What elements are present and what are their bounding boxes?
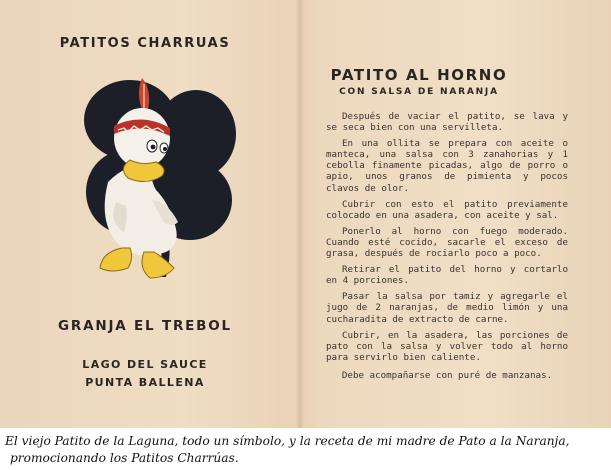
brand-title: PATITOS CHARRUAS bbox=[59, 36, 231, 51]
recipe-step: Retirar el patito del horno y cortarlo en 4 porciones. bbox=[326, 264, 568, 287]
left-page bbox=[0, 0, 300, 428]
recipe-step: Debe acompañarse con puré de manzanas. bbox=[341, 369, 553, 381]
page-fold bbox=[296, 0, 304, 428]
recipe-step: Ponerlo al horno con fuego moderado. Cuando esté cocido, sacarle el exceso de grasa, después de rociarlo poco a poco. bbox=[326, 225, 568, 260]
recipe-step: En una ollita se prepara con aceite o manteca, una salsa con 3 zanahorias y 1 cebolla finamente picadas, algo de porro o apio, unos granos de pimienta y pocos clavos de olor. bbox=[326, 138, 568, 194]
duck-beak bbox=[123, 160, 164, 182]
recipe-subtitle: CON SALSA DE NARANJA bbox=[339, 87, 499, 97]
recipe-title: PATITO AL HORNO bbox=[330, 66, 508, 84]
location-line-2: PUNTA BALLENA bbox=[85, 376, 205, 389]
photo-caption bbox=[5, 433, 605, 467]
farm-name: GRANJA EL TREBOL bbox=[58, 318, 232, 334]
location-line-1: LAGO DEL SAUCE bbox=[82, 358, 208, 371]
recipe-step: Pasar la salsa por tamiz y agregarle el jugo de 2 naranjas, de medio limón y una cucharadita de extracto de carne. bbox=[326, 291, 568, 325]
duck-head bbox=[114, 108, 170, 168]
recipe-step: Después de vaciar el patito, se lava y se seca bien con una servilleta. bbox=[326, 111, 568, 134]
recipe-step: Cubrir, en la asadera, las porciones de pato con la salsa y volver todo al horno para servirlo bien caliente. bbox=[326, 329, 568, 363]
recipe-steps bbox=[326, 111, 568, 386]
recipe-step: Cubrir con esto el patito previamente colocado en una asadera, con aceite y sal. bbox=[326, 198, 568, 221]
right-page bbox=[304, 0, 611, 428]
caption-line-1: El viejo Patito de la Laguna, todo un símbolo, y la receta de mi madre de Pato a la Naranja, bbox=[5, 434, 570, 448]
caption-line-2: promocionando los Patitos Charrúas. bbox=[10, 451, 239, 465]
duck-mascot-illustration bbox=[78, 72, 238, 297]
